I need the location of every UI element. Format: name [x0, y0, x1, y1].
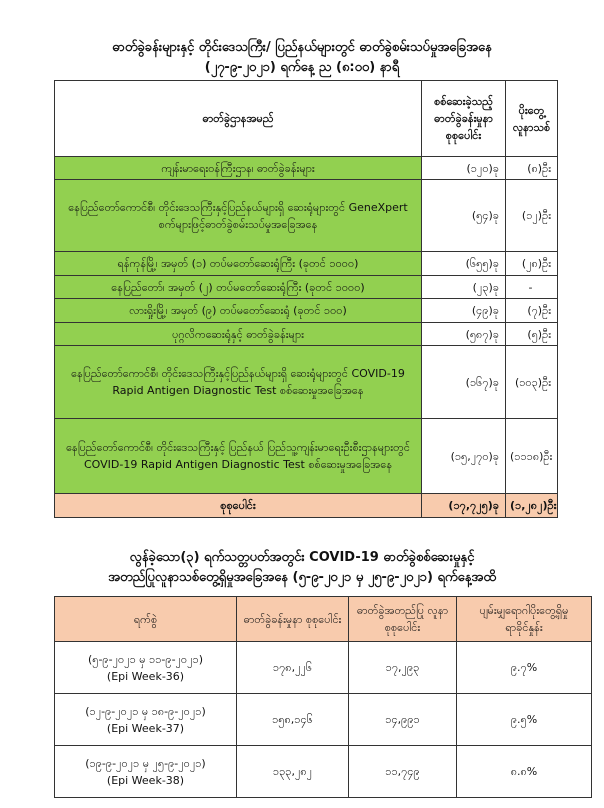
- table-row: [55, 323, 558, 346]
- samples-cell: (၂၃)ခု: [422, 276, 506, 299]
- cases-cell: (၈)ဦး: [506, 157, 558, 180]
- lab-name: နေပြည်တော်၊ အမှတ် (၂) တပ်မတော်ဆေးရုံကြီး (ခုတင် ၁၀၀၀): [55, 276, 422, 299]
- samples-cell: ၁၇၈,၂၂၆: [237, 642, 349, 694]
- samples-cell: (၄၉)ခု: [422, 299, 506, 323]
- table1-title-line2: (၂၇-၉-၂၀၂၁) ရက်နေ့ ည (၈:၀၀) နာရီ: [204, 60, 400, 75]
- confirmed-cell: ၁၇,၂၉၃: [349, 642, 457, 694]
- rate-cell: ၉.၇%: [457, 642, 592, 694]
- date-cell: [55, 746, 237, 798]
- rate-cell: ၉.၅%: [457, 694, 592, 746]
- header-positivity-rate: ပျမ်းမျှရောဂါပိုးတွေ့ရှိမှု ရာခိုင်နှုန်း: [457, 597, 592, 642]
- header-new-cases: ပိုးတွေ့ လူနာသစ်: [506, 81, 558, 157]
- total-label: စုစုပေါင်း: [55, 494, 422, 518]
- header-samples: စစ်ဆေးခဲ့သည့် ဓာတ်ခွဲခန်းမှုနာ စုစုပေါင်း: [422, 81, 506, 157]
- table-row: [55, 299, 558, 323]
- table-row: [55, 746, 592, 798]
- total-samples: (၁၇,၇၂၅)ခု: [422, 494, 506, 518]
- cases-cell: (၁၀၃)ဦး: [506, 346, 558, 419]
- date-cell: [55, 642, 237, 694]
- table-row: [55, 180, 558, 252]
- header-lab-name: ဓာတ်ခွဲဌာနအမည်: [55, 81, 422, 157]
- lab-name: ပုဂ္ဂလိကဆေးရုံနှင့် ဓာတ်ခွဲခန်းများ: [55, 323, 422, 346]
- cases-cell: (၁၁၁၈)ဦး: [506, 419, 558, 494]
- table2-title-line1: လွန်ခဲ့သော(၃) ရက်သတ္တပတ်အတွင်း COVID-19 ဓာတ်ခွဲစစ်ဆေးမှုနှင့်: [129, 550, 475, 565]
- epi-week: (Epi Week-36): [106, 669, 185, 683]
- epi-week: (Epi Week-37): [106, 721, 185, 735]
- header-confirmed: ဓာတ်ခွဲအတည်ပြု လူနာစုစုပေါင်း: [349, 597, 457, 642]
- date-range: (၅-၉-၂၀၂၁ မှ ၁၁-၉-၂၀၂၁): [87, 652, 204, 666]
- lab-name: ရန်ကုန်မြို့၊ အမှတ် (၁) တပ်မတော်ဆေးရုံကြီး (ခုတင် ၁၀၀၀): [55, 252, 422, 276]
- samples-cell: (၅၈၇)ခု: [422, 323, 506, 346]
- samples-cell: ၁၅၈,၁၄၆: [237, 694, 349, 746]
- table-row: [55, 694, 592, 746]
- samples-cell: (၅၄)ခု: [422, 180, 506, 252]
- total-cases: (၁,၂၈၂)ဦး: [506, 494, 558, 518]
- samples-cell: ၁၃၃,၂၈၂: [237, 746, 349, 798]
- samples-cell: (၆၅၅)ခု: [422, 252, 506, 276]
- total-row: [55, 494, 558, 518]
- lab-name: နေပြည်တော်ကောင်စီ၊ တိုင်းဒေသကြီးနှင့်ပြည်နယ်များရှိ ဆေးရုံများတွင် COVID-19 Rapid Antigen Diagnostic Test စစ်ဆေးမှုအခြေအနေ: [55, 346, 422, 419]
- cases-cell: (၁၂)ဦး: [506, 180, 558, 252]
- lab-testing-table: [54, 80, 558, 518]
- table-row: [55, 642, 592, 694]
- date-range: (၁၂-၉-၂၀၂၁ မှ ၁၈-၉-၂၀၂၁): [85, 704, 206, 718]
- table2-title-line2: အတည်ပြုလူနာသစ်တွေ့ရှိမှုအခြေအနေ (၅-၉-၂၀၂၁ မှ ၂၅-၉-၂၀၂၁) ရက်နေ့အထိ: [108, 570, 496, 585]
- table1-title-line1: ဓာတ်ခွဲခန်းများနှင့် တိုင်းဒေသကြီး/ ပြည်နယ်များတွင် ဓာတ်ခွဲစမ်းသပ်မှုအခြေအနေ: [112, 40, 492, 55]
- table-row: [55, 252, 558, 276]
- table1-header-row: [55, 81, 558, 157]
- lab-name: နေပြည်တော်ကောင်စီ၊ တိုင်းဒေသကြီးနှင့်ပြည်နယ်များရှိ ဆေးရုံများတွင် GeneXpert စက်များဖြင့်ဓာတ်ခွဲစမ်းသပ်မှုအခြေအနေ: [55, 180, 422, 252]
- cases-cell: -: [506, 276, 558, 299]
- weekly-summary-table: [54, 596, 592, 798]
- table-row: [55, 419, 558, 494]
- header-total-samples: ဓာတ်ခွဲခန်းမှုနာ စုစုပေါင်း: [237, 597, 349, 642]
- samples-cell: (၁၂၀)ခု: [422, 157, 506, 180]
- samples-cell: (၁၆၇)ခု: [422, 346, 506, 419]
- lab-name: နေပြည်တော်ကောင်စီ၊ တိုင်းဒေသကြီးနှင့် ပြည်နယ် ပြည်သူ့ကျန်းမာရေးဦးစီးဌာနများတွင် COVID-19 Rapid Antigen Diagnostic Test စစ်ဆေးမှုအခြေအနေ: [55, 419, 422, 494]
- table-row: [55, 157, 558, 180]
- table-row: [55, 276, 558, 299]
- cases-cell: (၅)ဦး: [506, 323, 558, 346]
- epi-week: (Epi Week-38): [106, 773, 185, 787]
- cases-cell: (၂၈)ဦး: [506, 252, 558, 276]
- header-date: ရက်စွဲ: [55, 597, 237, 642]
- table2-header-row: [55, 597, 592, 642]
- lab-name: ကျန်းမာရေးဝန်ကြီးဌာန၊ ဓာတ်ခွဲခန်းများ: [55, 157, 422, 180]
- cases-cell: (၇)ဦး: [506, 299, 558, 323]
- lab-name: လားရှိုးမြို့၊ အမှတ် (၉) တပ်မတော်ဆေးရုံ (ခုတင် ၁၀၀): [55, 299, 422, 323]
- table-row: [55, 346, 558, 419]
- confirmed-cell: ၁၁,၇၄၉: [349, 746, 457, 798]
- samples-cell: (၁၅,၂၇၀)ခု: [422, 419, 506, 494]
- rate-cell: ၈.၈%: [457, 746, 592, 798]
- date-cell: [55, 694, 237, 746]
- confirmed-cell: ၁၄,၉၉၁: [349, 694, 457, 746]
- date-range: (၁၉-၉-၂၀၂၁ မှ ၂၅-၉-၂၀၂၁): [85, 756, 206, 770]
